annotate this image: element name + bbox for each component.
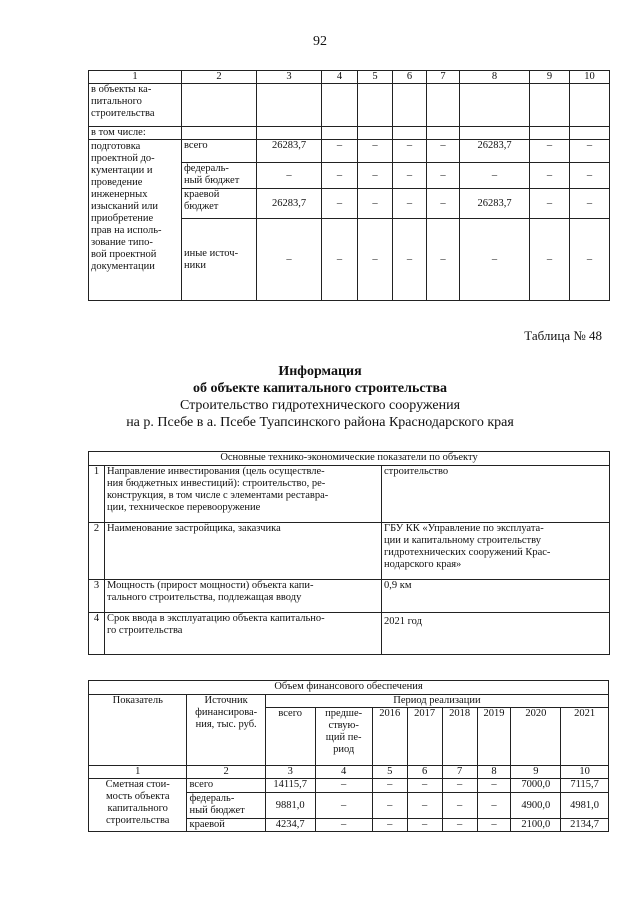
cell: – [372,779,407,793]
cell: 9881,0 [265,793,315,819]
cell: – [322,163,358,189]
cell: 26283,7 [257,140,322,163]
cell: – [322,189,358,219]
col-num: 7 [442,766,477,779]
col-num: 2 [182,71,257,84]
table-row [89,779,609,793]
column-numbers-row [89,71,610,84]
cell: – [358,189,393,219]
cell: 26283,7 [257,189,322,219]
column-numbers-row [89,766,609,779]
indicator-value: ГБУ КК «Управление по эксплуата- ции и капитальному строительству гидротехнических сооружений Крас- нодарского края» [382,523,610,580]
cell: – [460,219,530,301]
col-num: 8 [477,766,511,779]
cell: – [460,163,530,189]
col-year: 2021 [561,708,609,766]
cell: – [257,219,322,301]
col-num: 10 [570,71,610,84]
row-number: 2 [89,523,105,580]
financing-table [88,680,609,832]
cell: – [530,219,570,301]
col-previous: предше- ствую- щий пе- риод [315,708,372,766]
source-label: федераль- ный бюджет [187,793,265,819]
row-label: Сметная стои- мость объекта капитального строительства [89,779,187,832]
table-row [89,127,610,140]
col-num: 5 [372,766,407,779]
cell: – [315,793,372,819]
cell: 26283,7 [460,189,530,219]
cell: – [322,219,358,301]
cell: 7115,7 [561,779,609,793]
cell: – [407,819,442,832]
col-num: 4 [322,71,358,84]
cell: – [530,163,570,189]
cell: – [315,779,372,793]
cell: – [477,819,511,832]
col-year: 2020 [511,708,561,766]
indicator-value: 2021 год [382,613,610,655]
cell: – [427,163,460,189]
col-num: 3 [257,71,322,84]
source-label: всего [182,140,257,163]
col-num: 10 [561,766,609,779]
cell: – [442,819,477,832]
source-label: краевой бюджет [182,189,257,219]
col-year: 2018 [442,708,477,766]
col-num: 9 [511,766,561,779]
cell: – [358,163,393,189]
table-row [89,140,610,163]
cell: – [393,219,427,301]
source-label: всего [187,779,265,793]
col-num: 6 [393,71,427,84]
col-indicator: Показатель [89,695,187,766]
cell: – [322,140,358,163]
col-num: 2 [187,766,265,779]
cell: – [393,189,427,219]
cell: 2100,0 [511,819,561,832]
cell: – [570,189,610,219]
table-row [89,613,610,655]
col-num: 6 [407,766,442,779]
col-year: 2017 [407,708,442,766]
table-caption-row [89,681,609,695]
cell: – [372,819,407,832]
col-num: 7 [427,71,460,84]
cell: – [315,819,372,832]
header-row [89,695,609,708]
cell: – [427,140,460,163]
col-num: 8 [460,71,530,84]
col-num: 9 [530,71,570,84]
source-label: иные источ- ники [182,219,257,301]
source-label: федераль- ный бюджет [182,163,257,189]
cell: – [442,779,477,793]
cell: 4981,0 [561,793,609,819]
col-year: 2016 [372,708,407,766]
cell: – [477,779,511,793]
table-row [89,84,610,127]
cell: – [570,219,610,301]
indicator-label: Наименование застройщика, заказчика [105,523,382,580]
row-number: 3 [89,580,105,613]
table-row [89,523,610,580]
col-num: 4 [315,766,372,779]
col-source: Источник финансирова- ния, тыс. руб. [187,695,265,766]
cell: – [407,779,442,793]
indicator-value: строительство [382,466,610,523]
cell: 2134,7 [561,819,609,832]
cell: – [442,793,477,819]
cell: – [427,219,460,301]
col-num: 1 [89,71,182,84]
cell: – [427,189,460,219]
cell: – [358,219,393,301]
indicator-label: Мощность (прирост мощности) объекта капи- тального строительства, подлежащая вводу [105,580,382,613]
cell: – [570,140,610,163]
table-caption: Объем финансового обеспечения [89,681,609,695]
cell: – [530,140,570,163]
indicator-label: Направление инвестирования (цель осуществле- ния бюджетных инвестиций): строительство, ре- конструкция, в том числе с элементами реставра- ции, техническое перевооружение [105,466,382,523]
table-caption-row [89,452,610,466]
funding-table-continued [88,70,610,301]
col-total: всего [265,708,315,766]
cell: 26283,7 [460,140,530,163]
cell: – [477,793,511,819]
row-label: в том числе: [89,127,182,140]
page-number: 92 [313,34,327,49]
cell: – [407,793,442,819]
purpose-label: подготовка проектной до- кументации и проведение инженерных изысканий или приобретение прав на исполь- зование типо- вой проектной документации [89,140,182,301]
cell: – [530,189,570,219]
cell: 7000,0 [511,779,561,793]
col-year: 2019 [477,708,511,766]
table-number: Таблица № 48 [524,328,602,343]
row-number: 1 [89,466,105,523]
heading-subtitle: об объекте капитального строительства [192,381,448,396]
cell: 4900,0 [511,793,561,819]
col-period: Период реализации [265,695,608,708]
heading-object-location: на р. Псебе в а. Псебе Туапсинского района Краснодарского края [126,415,514,430]
cell: – [393,140,427,163]
heading-title: Информация [278,364,362,379]
indicator-label: Срок ввода в эксплуатацию объекта капитально- го строительства [105,613,382,655]
table-row [89,466,610,523]
cell: – [393,163,427,189]
cell: – [570,163,610,189]
cell: – [372,793,407,819]
indicator-value: 0,9 км [382,580,610,613]
cell: 14115,7 [265,779,315,793]
cell: – [257,163,322,189]
table-row [89,580,610,613]
col-num: 1 [89,766,187,779]
table-caption: Основные технико-экономические показатели по объекту [89,452,610,466]
heading-object-name: Строительство гидротехнического сооружения [179,398,461,413]
col-num: 3 [265,766,315,779]
cell: – [358,140,393,163]
col-num: 5 [358,71,393,84]
row-label: в объекты ка- питального строительства [89,84,182,127]
tech-economic-table [88,451,610,655]
source-label: краевой [187,819,265,832]
cell: 4234,7 [265,819,315,832]
row-number: 4 [89,613,105,655]
